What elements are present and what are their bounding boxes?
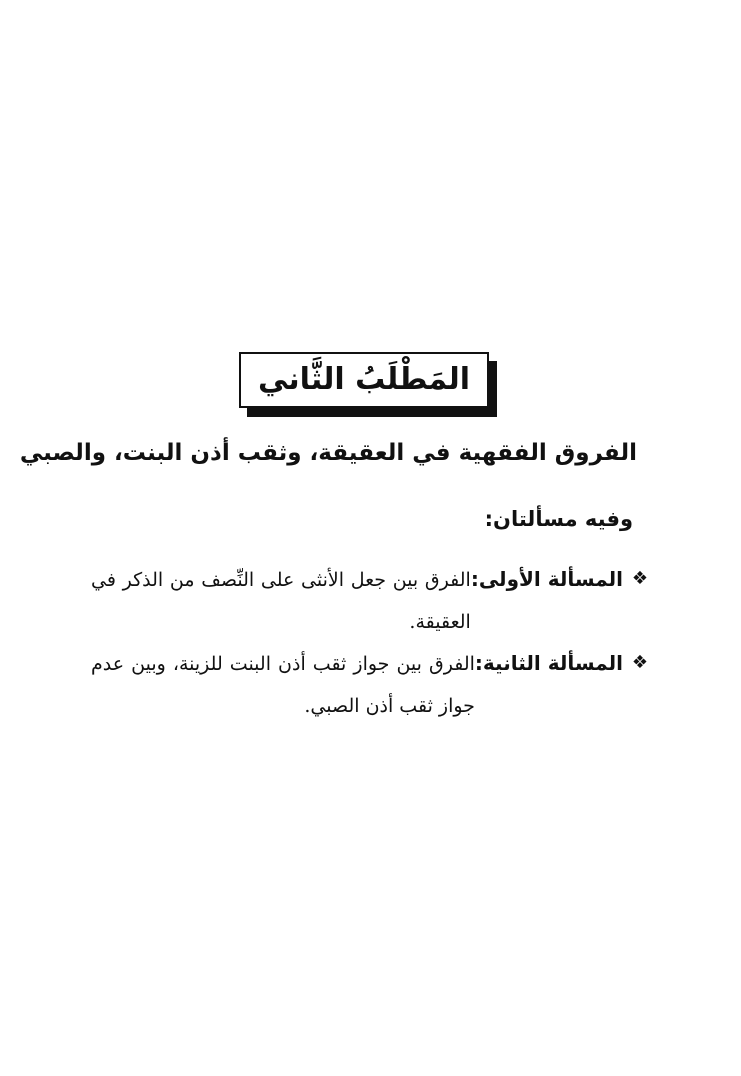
section-title: المَطْلَبُ الثَّاني xyxy=(257,362,470,397)
title-frame xyxy=(239,352,489,408)
issue-text: الفرق بين جواز ثقب أذن البنت للزينة، وبين عدم جواز ثقب أذن الصبي. xyxy=(91,653,475,717)
intro-text: وفيه مسألتان: xyxy=(484,507,633,531)
issue-heading: المسألة الأولى: xyxy=(470,567,623,591)
issue-item-2 xyxy=(91,643,651,727)
issue-item-1 xyxy=(91,559,651,643)
issue-heading: المسألة الثانية: xyxy=(474,651,623,675)
issue-heading-block xyxy=(471,559,651,643)
section-subtitle: الفروق الفقهية في العقيقة، وثقب أذن البنت، والصبي xyxy=(19,440,637,466)
section-title-box xyxy=(239,352,489,408)
issue-text: الفرق بين جعل الأنثى على النِّصف من الذكر في العقيقة. xyxy=(91,569,471,633)
issue-heading-block xyxy=(475,643,651,727)
four-diamond-bullet-icon: ❖ xyxy=(631,568,649,589)
four-diamond-bullet-icon: ❖ xyxy=(631,652,649,673)
